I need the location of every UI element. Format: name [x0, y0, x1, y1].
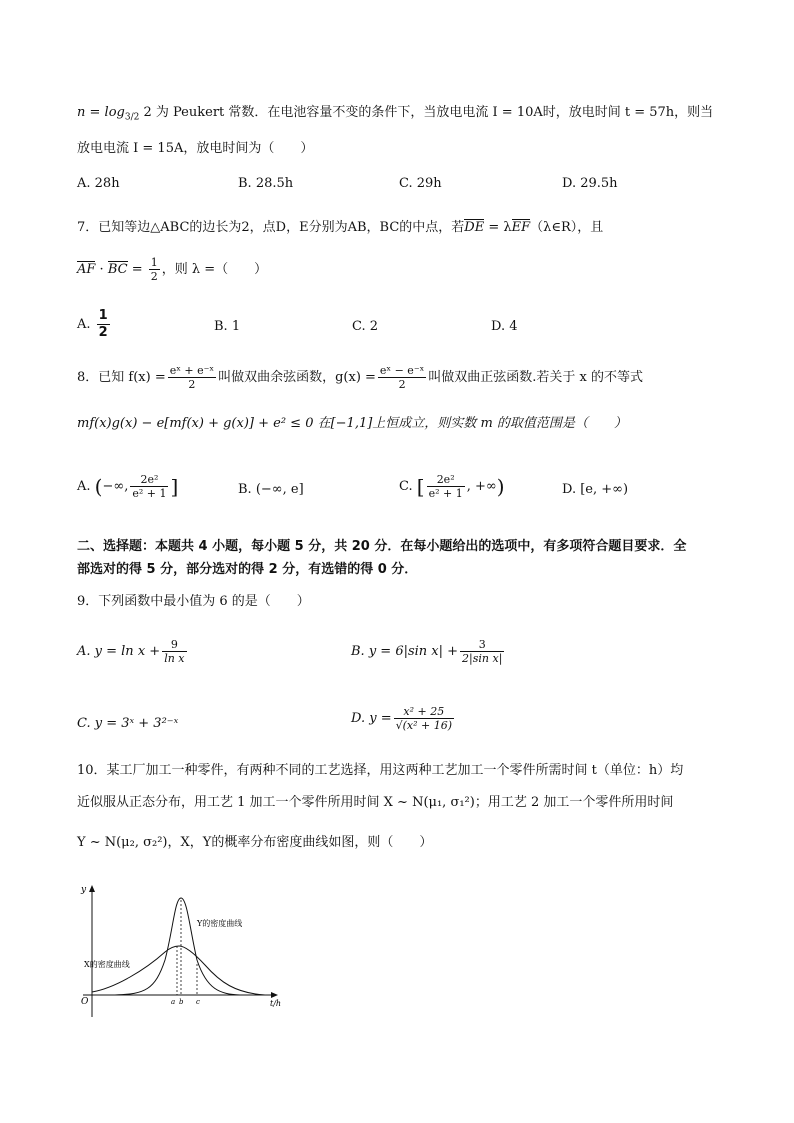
q8-line1 — [77, 364, 643, 391]
y-curve-label: Y的密度曲线 — [197, 919, 243, 928]
q9-opt-a-frac — [162, 638, 186, 665]
q9-opt-a-num: 9 — [162, 638, 186, 652]
q9-opt-d-num: x² + 25 — [394, 705, 454, 719]
q8-option-d: D. [e, +∞) — [562, 482, 629, 497]
q8-f-num: eˣ + e⁻ˣ — [169, 364, 215, 377]
x-axis-label: t/h — [270, 999, 282, 1008]
q8-opt-c-right: , +∞ — [466, 479, 497, 494]
q7-dot: · — [95, 262, 108, 277]
q6-option-b: B. 28.5h — [238, 176, 294, 191]
q6-log-base: 3/2 — [124, 112, 140, 123]
q6-line2: 放电电流 I = 15A，放电时间为（ ） — [77, 141, 314, 156]
q8-f-den: 2 — [188, 378, 196, 391]
q8-g-frac — [378, 364, 426, 391]
q8-stem-c: 叫做双曲正弦函数.若关于 x 的不等式 — [428, 370, 644, 385]
q8-opt-c-num: 2e² — [427, 473, 465, 487]
q7-option-a — [77, 308, 112, 341]
q8-opt-a-frac — [130, 473, 168, 500]
q8-opt-c-label: C. — [399, 479, 413, 494]
q8-opt-c-paren: ) — [496, 474, 505, 499]
q8-stem-b: 叫做双曲余弦函数，g(x) = — [218, 370, 376, 385]
q10-line1: 10．某工厂加工一种零件，有两种不同的工艺选择，用这两种工艺加工一个零件所需时间 t（单位：h）均 — [77, 763, 684, 778]
q9-opt-b-expr: B. y = 6|sin x| + — [351, 644, 459, 659]
q6-line1 — [77, 104, 713, 127]
q7-fraction — [149, 256, 160, 283]
q7-line2 — [77, 256, 267, 283]
q9-opt-b-den: 2|sin x| — [462, 652, 503, 665]
q8-opt-c-frac — [427, 473, 465, 500]
q9-option-d — [351, 705, 456, 732]
q9-stem: 9．下列函数中最小值为 6 的是（ ） — [77, 594, 310, 609]
q8-opt-a-bracket: ] — [170, 474, 179, 499]
q7-opt-a-num: 1 — [98, 308, 108, 323]
y-axis-label: y — [81, 885, 87, 895]
q7-vec-bc: BC — [107, 262, 128, 277]
q7-vec-af: AF — [77, 262, 96, 277]
q9-opt-d-expr: D. y = — [351, 711, 392, 726]
q7-line1 — [77, 219, 603, 237]
q9-opt-a-den: ln x — [164, 652, 185, 665]
q8-f-frac — [168, 364, 216, 391]
q8-opt-a-left: −∞, — [102, 479, 129, 494]
q6-option-c: C. 29h — [399, 176, 442, 191]
q8-opt-a-den: e² + 1 — [132, 487, 167, 500]
q7-stem-c: ，则 λ =（ ） — [161, 262, 268, 277]
density-curves-figure — [75, 880, 295, 1025]
q9-opt-b-frac — [460, 638, 504, 665]
x-axis-arrow — [271, 992, 278, 998]
x-density-curve — [92, 946, 265, 995]
tick-label-b: b — [179, 998, 184, 1006]
q8-opt-c-bracket: [ — [416, 474, 425, 499]
q8-option-a — [77, 473, 178, 500]
q7-frac-num: 1 — [150, 256, 158, 269]
q8-opt-a-num: 2e² — [130, 473, 168, 487]
q6-option-d: D. 29.5h — [562, 176, 618, 191]
q7-opt-a-frac — [97, 308, 110, 341]
q8-stem-a: 8．已知 f(x) = — [77, 370, 166, 385]
q6-log-arg: 2 — [143, 105, 152, 120]
q6-log-math: n = log — [77, 105, 125, 120]
q8-g-den: 2 — [398, 378, 406, 391]
q9-option-a — [77, 638, 189, 665]
q10-line2: 近似服从正态分布，用工艺 1 加工一个零件所用时间 X ~ N(μ₁, σ₁²)；用工艺 2 加工一个零件所用时间 — [77, 795, 674, 810]
q9-opt-a-expr: A. y = ln x + — [77, 644, 161, 659]
q9-option-c: C. y = 3ˣ + 3²⁻ˣ — [77, 716, 179, 731]
q7-eq: = — [127, 262, 147, 277]
q7-eq-lambda: = λ — [484, 220, 512, 235]
q7-option-b: B. 1 — [214, 319, 241, 334]
tick-label-c: c — [196, 998, 200, 1006]
tick-label-a: a — [171, 998, 176, 1006]
q8-line2: mf(x)g(x) − e[mf(x) + g(x)] + e² ≤ 0 在[−1,1]上恒成立，则实数 m 的取值范围是（ ） — [77, 416, 627, 431]
x-curve-label: X的密度曲线 — [84, 960, 130, 969]
q7-option-c: C. 2 — [352, 319, 379, 334]
q7-stem-a: 7．已知等边△ABC的边长为2，点D，E分别为AB，BC的中点，若 — [77, 220, 465, 235]
q7-vec-ef: EF — [511, 220, 531, 235]
q8-g-num: eˣ − e⁻ˣ — [379, 364, 425, 377]
q8-option-c — [399, 473, 505, 500]
q6-option-a: A. 28h — [77, 176, 120, 191]
q8-opt-c-den: e² + 1 — [428, 487, 463, 500]
section2-line2: 部选对的得 5 分，部分选对的得 2 分，有选错的得 0 分． — [77, 562, 418, 577]
q8-option-b: B. (−∞, e] — [238, 482, 304, 497]
q7-frac-den: 2 — [150, 270, 158, 283]
q8-opt-a-label: A. — [77, 479, 91, 494]
origin-label: O — [81, 997, 89, 1007]
q10-line3: Y ~ N(μ₂, σ₂²)，X，Y的概率分布密度曲线如图，则（ ） — [77, 835, 433, 850]
y-axis-arrow — [89, 885, 95, 892]
q7-option-d: D. 4 — [491, 319, 518, 334]
q9-opt-d-frac — [394, 705, 454, 732]
q7-opt-a-label: A. — [77, 317, 91, 332]
q8-opt-a-paren: ( — [94, 474, 103, 499]
section2-line1: 二、选择题：本题共 4 小题，每小题 5 分，共 20 分．在每小题给出的选项中，有多项符合题目要求．全 — [77, 539, 687, 554]
q9-opt-d-den: √(x² + 16) — [395, 719, 453, 732]
q7-stem-b: （λ∈R），且 — [530, 220, 604, 235]
q7-vec-de: DE — [464, 220, 485, 235]
q6-line1-text: 为 Peukert 常数．在电池容量不变的条件下，当放电电流 I = 10A时，放电时间 t = 57h，则当 — [155, 105, 714, 120]
q9-option-b — [351, 638, 506, 665]
q9-opt-b-num: 3 — [460, 638, 504, 652]
q7-opt-a-den: 2 — [98, 325, 108, 340]
